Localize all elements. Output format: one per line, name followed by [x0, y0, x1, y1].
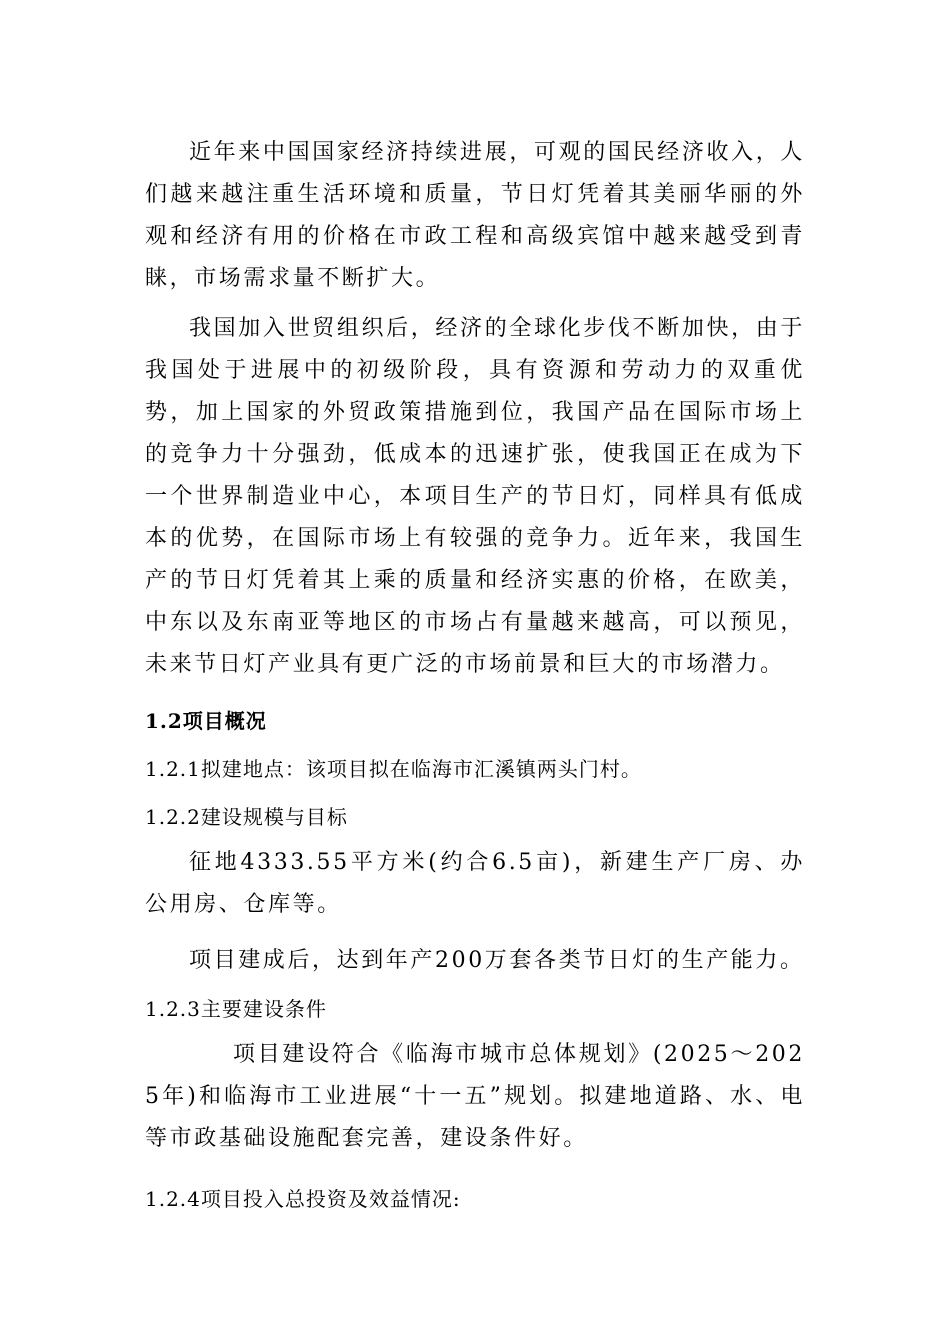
section-heading-project-overview: 1.2项目概况	[145, 709, 267, 733]
paragraph-international-competition: 我国加入世贸组织后，经济的全球化步伐不断加快，由于我国处于进展中的初级阶段，具有资源和劳动力的双重优势，加上国家的外贸政策措施到位，我国产品在国际市场上的竞争力十分强劲，低成本的迅速扩张，使我国正在成为下一个世界制造业中心，本项目生产的节日灯，同样具有低成本的优势，在国际市场上有较强的竞争力。近年来，我国生产的节日灯凭着其上乘的质量和经济实惠的价格，在欧美，中东以及东南亚等地区的市场占有量越来越高，可以预见，未来节日灯产业具有更广泛的市场前景和巨大的市场潜力。	[145, 316, 805, 677]
subsection-scale-goal: 1.2.2建设规模与目标	[145, 805, 348, 829]
paragraph-land-construction: 征地4333.55平方米(约合6.5亩)，新建生产厂房、办公用房、仓库等。	[145, 850, 805, 917]
subsection-investment-benefit: 1.2.4项目投入总投资及效益情况:	[145, 1187, 461, 1211]
subsection-construction-conditions: 1.2.3主要建设条件	[145, 997, 327, 1021]
subsection-location: 1.2.1拟建地点：该项目拟在临海市汇溪镇两头门村。	[145, 757, 642, 781]
paragraph-market-demand: 近年来中国国家经济持续进展，可观的国民经济收入，人们越来越注重生活环境和质量，节日灯凭着其美丽华丽的外观和经济有用的价格在市政工程和高级宾馆中越来越受到青睐，市场需求量不断扩大。	[145, 140, 805, 291]
paragraph-planning-conditions: 项目建设符合《临海市城市总体规划》(2025～2025年)和临海市工业进展“十一五”规划。拟建地道路、水、电等市政基础设施配套完善，建设条件好。	[145, 1042, 805, 1151]
paragraph-capacity: 项目建成后，达到年产200万套各类节日灯的生产能力。	[189, 948, 805, 973]
